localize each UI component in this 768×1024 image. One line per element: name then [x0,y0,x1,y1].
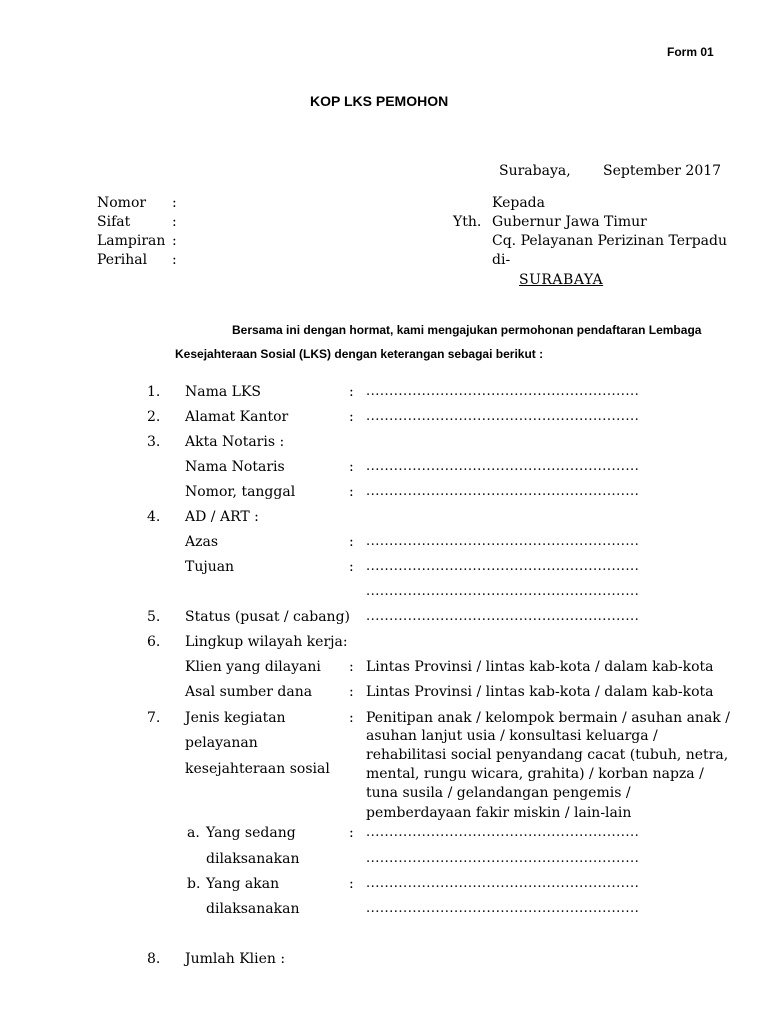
item-number: 3. [147,434,161,450]
option-asal-dana[interactable]: Lintas Provinsi / lintas kab-kota / dalam kab-kota [366,684,714,700]
option-jenis-line[interactable]: pemberdayaan fakir miskin / lain-lain [366,805,632,821]
addressee-yth: Yth. [453,214,482,230]
sub-item-marker: b. [187,876,201,892]
option-jenis-line[interactable]: Penitipan anak / kelompok bermain / asuhan anak / [366,710,730,726]
item-colon: : [349,459,354,475]
sub-item-label-akan-1: Yang akan [206,876,280,892]
field-nomor-label: Nomor [97,195,147,211]
item-colon: : [349,710,354,726]
item-number: 4. [147,509,161,525]
item-label-alamat: Alamat Kantor [185,409,289,425]
item-number: 6. [147,634,161,650]
intro-line-1: Bersama ini dengan hormat, kami mengajukan permohonan pendaftaran Lembaga [232,323,702,337]
item-label-klien: Klien yang dilayani [185,659,321,675]
fill-line-alamat[interactable]: ........................................................... [366,409,640,424]
sub-item-marker: a. [187,825,200,841]
item-number: 5. [147,609,161,625]
item-colon: : [349,484,354,500]
item-label-jumlah-klien: Jumlah Klien : [185,951,286,967]
addressee-name: Gubernur Jawa Timur [492,214,647,230]
fill-line-nama-lks[interactable]: ........................................................... [366,384,640,399]
option-jenis-line[interactable]: mental, rungu wicara, grahita) / korban napza / [366,766,704,782]
item-label-nama-lks: Nama LKS [185,384,262,400]
item-label-nomor-tanggal: Nomor, tanggal [185,484,296,500]
form-number: Form 01 [667,45,714,59]
item-label-azas: Azas [185,534,219,550]
field-perihal-colon: : [172,252,177,268]
letterhead-title: KOP LKS PEMOHON [310,93,449,109]
item-number: 2. [147,409,161,425]
item-label-adart: AD / ART : [185,509,259,525]
fill-line-tujuan-1[interactable]: ........................................................... [366,559,640,574]
field-sifat-label: Sifat [97,214,131,230]
option-jenis-line[interactable]: rehabilitasi social penyandang cacat (tubuh, netra, [366,747,729,763]
field-lampiran-colon: : [172,233,177,249]
option-jenis-line[interactable]: asuhan lanjut usia / konsultasi keluarga / [366,728,658,744]
fill-line-akan-2[interactable]: ........................................................... [366,901,640,916]
item-number: 8. [147,951,161,967]
item-number: 7. [147,710,161,726]
intro-line-2: Kesejahteraan Sosial (LKS) dengan keterangan sebagai berikut : [175,347,544,361]
item-colon: : [349,409,354,425]
fill-line-akan-1[interactable]: ........................................................... [366,876,640,891]
item-label-jenis-1: Jenis kegiatan [185,710,286,726]
item-label-jenis-3: kesejahteraan sosial [185,761,330,777]
fill-line-nomor-tanggal[interactable]: ........................................................... [366,484,640,499]
fill-line-tujuan-2[interactable]: ........................................................... [366,584,640,599]
item-colon: : [349,876,354,892]
item-label-tujuan: Tujuan [185,559,235,575]
item-label-nama-notaris: Nama Notaris [185,459,285,475]
fill-line-azas[interactable]: ........................................................... [366,534,640,549]
field-nomor-colon: : [172,195,177,211]
fill-line-status[interactable]: ........................................................... [366,609,640,624]
fill-line-sedang-2[interactable]: ........................................................... [366,851,640,866]
sub-item-label-sedang-1: Yang sedang [206,825,296,841]
item-colon: : [349,684,354,700]
item-number: 1. [147,384,161,400]
item-label-status: Status (pusat / cabang) [185,609,350,625]
option-klien[interactable]: Lintas Provinsi / lintas kab-kota / dalam kab-kota [366,659,714,675]
item-label-jenis-2: pelayanan [185,735,258,751]
fill-line-nama-notaris[interactable]: ........................................................... [366,459,640,474]
addressee-cq: Cq. Pelayanan Perizinan Terpadu [492,233,728,249]
date-place: Surabaya, [499,163,571,179]
field-lampiran-label: Lampiran [97,233,166,249]
option-jenis-line[interactable]: tuna susila / gelandangan pengemis / [366,785,631,801]
addressee-di: di- [492,252,511,268]
item-label-lingkup: Lingkup wilayah kerja: [185,634,348,650]
item-colon: : [349,825,354,841]
field-sifat-colon: : [172,214,177,230]
addressee-kepada: Kepada [492,195,545,211]
addressee-city: SURABAYA [519,272,604,288]
sub-item-label-akan-2: dilaksanakan [206,901,300,917]
fill-line-sedang-1[interactable]: ........................................................... [366,825,640,840]
sub-item-label-sedang-2: dilaksanakan [206,851,300,867]
item-colon: : [349,384,354,400]
item-colon: : [349,559,354,575]
field-perihal-label: Perihal [97,252,148,268]
date-value: September 2017 [603,163,722,179]
item-label-asal-dana: Asal sumber dana [185,684,313,700]
item-colon: : [349,534,354,550]
item-colon: : [349,659,354,675]
item-label-akta: Akta Notaris : [185,434,285,450]
